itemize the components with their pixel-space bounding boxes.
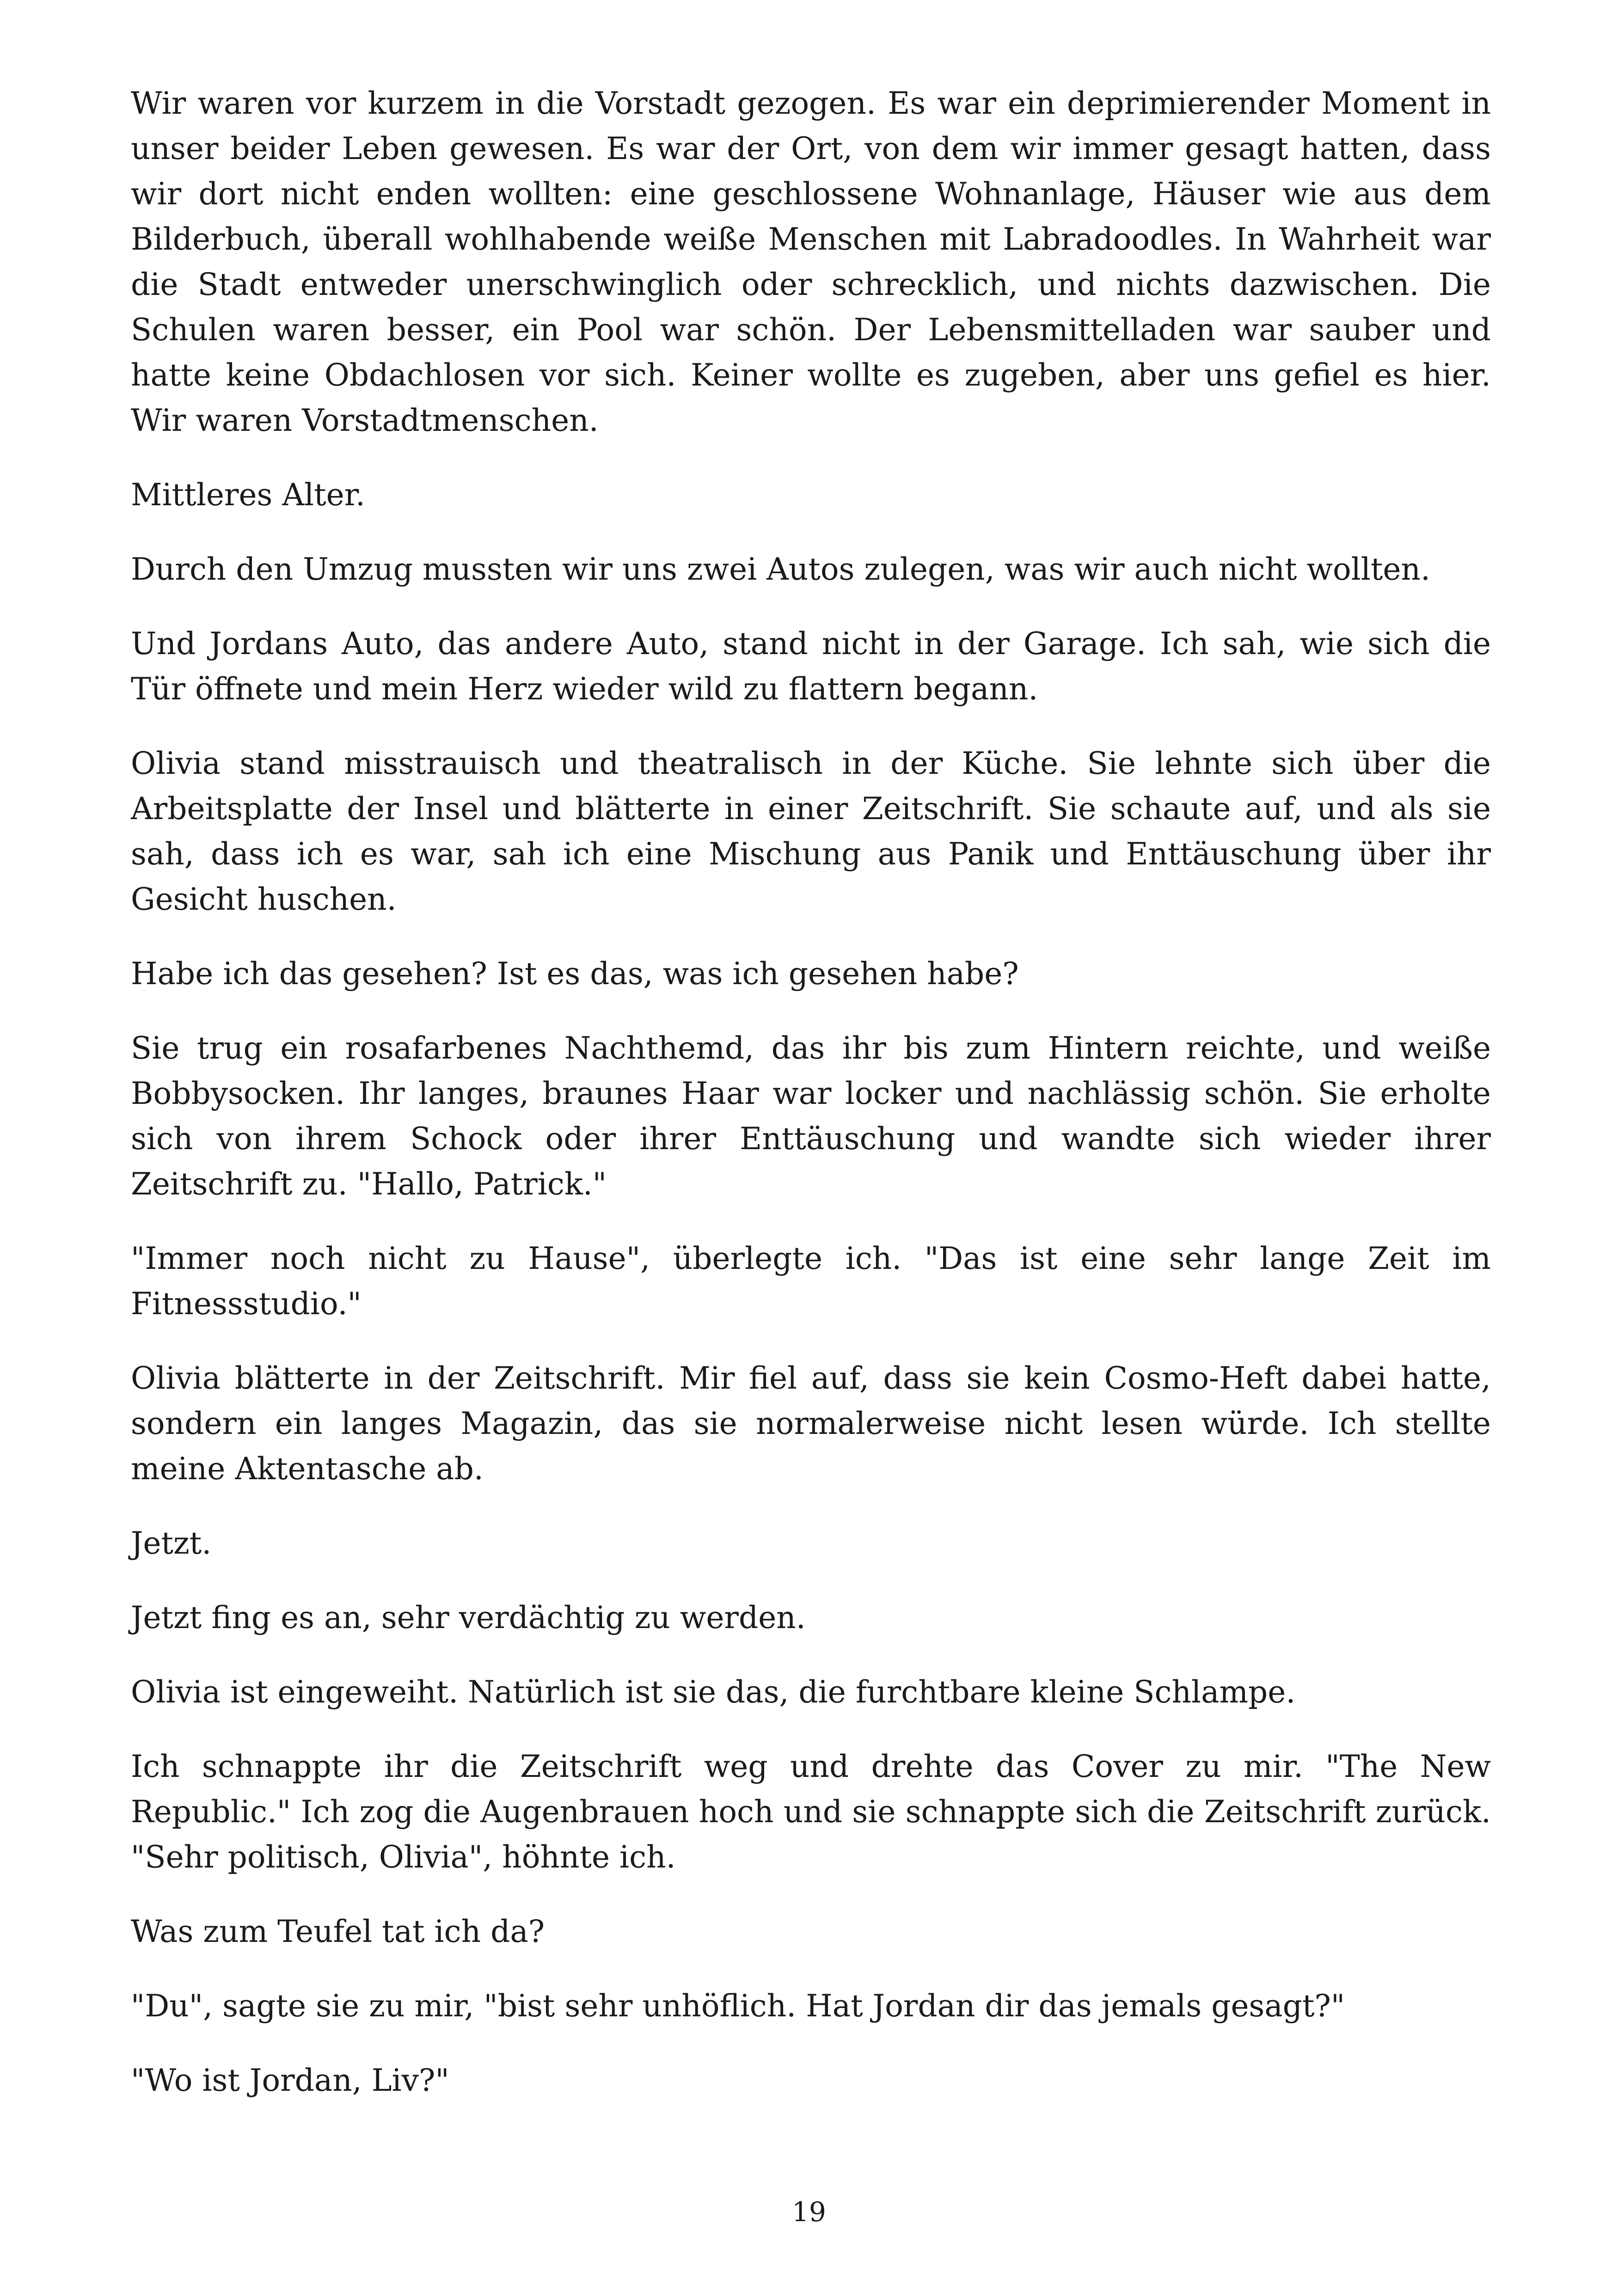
paragraph: Olivia ist eingeweiht. Natürlich ist sie das, die furchtbare kleine Schlampe. bbox=[131, 1674, 1296, 1710]
paragraph: "Immer noch nicht zu Hause", überlegte ich. "Das ist eine sehr lange Zeit im Fitnessstudio." bbox=[131, 1241, 1491, 1322]
paragraph: "Du", sagte sie zu mir, "bist sehr unhöflich. Hat Jordan dir das jemals gesagt?" bbox=[131, 1988, 1345, 2024]
paragraph: Jetzt fing es an, sehr verdächtig zu werden. bbox=[131, 1600, 806, 1635]
paragraph: Ich schnappte ihr die Zeitschrift weg und drehte das Cover zu mir. "The New Republic." Ich zog die Augenbrauen hoch und sie schnappte sich die Zeitschrift zurück. "Sehr politisch, Olivia", höhnte ich. bbox=[131, 1749, 1491, 1875]
paragraph: Und Jordans Auto, das andere Auto, stand nicht in der Garage. Ich sah, wie sich die Tür öffnete und mein Herz wieder wild zu flattern begann. bbox=[131, 626, 1491, 707]
paragraph: Was zum Teufel tat ich da? bbox=[131, 1914, 545, 1949]
paragraph: Mittleres Alter. bbox=[131, 477, 365, 513]
paragraph: Jetzt. bbox=[131, 1525, 212, 1561]
paragraph: Wir waren vor kurzem in die Vorstadt gezogen. Es war ein deprimierender Moment in unser beider Leben gewesen. Es war der Ort, von dem wir immer gesagt hatten, dass wir dort nicht enden wollten: eine geschlossene Wohnanlage, Häuser wie aus dem Bilderbuch, überall wohlhabende weiße Menschen mit Labradoodles. In Wahrheit war die Stadt entweder unerschwinglich oder schrecklich, und nichts dazwischen. Die Schulen waren besser, ein Pool war schön. Der Lebensmittelladen war sauber und hatte keine Obdachlosen vor sich. Keiner wollte es zugeben, aber uns gefiel es hier. Wir waren Vorstadtmenschen. bbox=[131, 86, 1491, 438]
paragraph: Olivia blätterte in der Zeitschrift. Mir fiel auf, dass sie kein Cosmo-Heft dabei hatte, sondern ein langes Magazin, das sie normalerweise nicht lesen würde. Ich stellte meine Aktentasche ab. bbox=[131, 1360, 1491, 1487]
body-text bbox=[131, 81, 1491, 2103]
paragraph: Sie trug ein rosafarbenes Nachthemd, das ihr bis zum Hintern reichte, und weiße Bobbysocken. Ihr langes, braunes Haar war locker und nachlässig schön. Sie erholte sich von ihrem Schock oder ihrer Enttäuschung und wandte sich wieder ihrer Zeitschrift zu. "Hallo, Patrick." bbox=[131, 1030, 1491, 1202]
paragraph: Habe ich das gesehen? Ist es das, was ich gesehen habe? bbox=[131, 956, 1019, 992]
page-number: 19 bbox=[792, 2196, 826, 2228]
paragraph: Olivia stand misstrauisch und theatralisch in der Küche. Sie lehnte sich über die Arbeitsplatte der Insel und blätterte in einer Zeitschrift. Sie schaute auf, und als sie sah, dass ich es war, sah ich eine Mischung aus Panik und Enttäuschung über ihr Gesicht huschen. bbox=[131, 746, 1491, 917]
paragraph: "Wo ist Jordan, Liv?" bbox=[131, 2063, 449, 2098]
paragraph: Durch den Umzug mussten wir uns zwei Autos zulegen, was wir auch nicht wollten. bbox=[131, 551, 1430, 587]
